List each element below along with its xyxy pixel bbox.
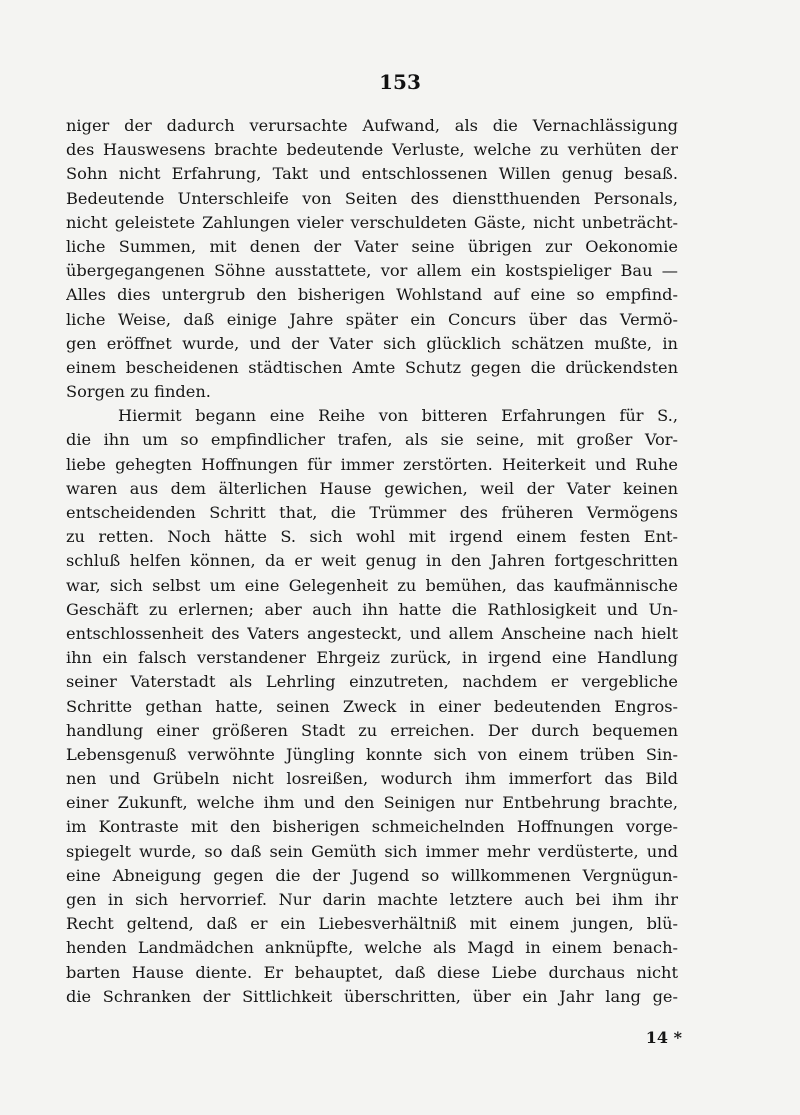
paragraph-end-line: Sorgen zu finden. [66, 382, 211, 402]
text-line: Geschäft zu erlernen; aber auch ihn hatte die Rathlosigkeit und Un- [66, 599, 678, 619]
text-line: Lebensgenuß verwöhnte Jüngling konnte sich von einem trüben Sin- [66, 744, 678, 764]
text-line: entschlossenheit des Vaters angesteckt, und allem Anscheine nach hielt [66, 623, 678, 643]
text-line: übergegangenen Söhne ausstattete, vor allem ein kostspieliger Bau — [66, 261, 678, 281]
text-line: nen und Grübeln nicht losreißen, wodurch ihm immerfort das Bild [66, 769, 678, 789]
text-line: liche Summen, mit denen der Vater seine übrigen zur Oekonomie [66, 236, 678, 256]
text-line: liebe gehegten Hoffnungen für immer zerstörten. Heiterkeit und Ruhe [66, 454, 678, 474]
text-line: zu retten. Noch hätte S. sich wohl mit irgend einem festen Ent- [66, 527, 678, 547]
text-line: schluß helfen können, da er weit genug in den Jahren fortgeschritten [66, 551, 678, 571]
text-line: die Schranken der Sittlichkeit überschritten, über ein Jahr lang ge- [66, 986, 678, 1006]
text-line: Sohn nicht Erfahrung, Takt und entschlossenen Willen genug besaß. [66, 164, 678, 184]
text-line: spiegelt wurde, so daß sein Gemüth sich immer mehr verdüsterte, und [66, 841, 678, 861]
text-line: des Hauswesens brachte bedeutende Verluste, welche zu verhüten der [66, 140, 678, 160]
text-line: ihn ein falsch verstandener Ehrgeiz zurück, in irgend eine Handlung [66, 648, 678, 668]
text-line: Bedeutende Unterschleife von Seiten des dienstthuenden Personals, [66, 188, 678, 208]
text-line: niger der dadurch verursachte Aufwand, als die Vernachlässigung [66, 116, 678, 135]
text-line: im Kontraste mit den bisherigen schmeichelnden Hoffnungen vorge- [66, 817, 678, 837]
text-line: einer Zukunft, welche ihm und den Seinigen nur Entbehrung brachte, [66, 793, 678, 813]
text-line: nicht geleistete Zahlungen vieler verschuldeten Gäste, nicht unbeträcht- [66, 212, 678, 232]
body-text [66, 114, 678, 1009]
text-line: entscheidenden Schritt that, die Trümmer des früheren Vermögens [66, 503, 678, 522]
text-line: Alles dies untergrub den bisherigen Wohlstand auf eine so empfind- [66, 285, 678, 305]
text-line: barten Hause diente. Er behauptet, daß diese Liebe durchaus nicht [66, 962, 678, 982]
text-line: waren aus dem älterlichen Hause gewichen, weil der Vater keinen [66, 478, 678, 498]
signature-mark: 14 * [645, 1028, 682, 1047]
text-line: Schritte gethan hatte, seinen Zweck in einer bedeutenden Engros- [66, 696, 678, 716]
paragraph-start-line: Hiermit begann eine Reihe von bitteren Erfahrungen für S., [118, 406, 678, 426]
page-number: 153 [379, 70, 421, 94]
text-line: henden Landmädchen anknüpfte, welche als Magd in einem benach- [66, 938, 678, 958]
text-line: gen in sich hervorrief. Nur darin machte letztere auch bei ihm ihr [66, 890, 678, 909]
text-line: eine Abneigung gegen die der Jugend so willkommenen Vergnügun- [66, 865, 678, 885]
text-line: war, sich selbst um eine Gelegenheit zu bemühen, das kaufmännische [66, 575, 678, 595]
text-line: einem bescheidenen städtischen Amte Schutz gegen die drückendsten [66, 357, 678, 377]
text-line: Recht geltend, daß er ein Liebesverhältniß mit einem jungen, blü- [66, 914, 678, 934]
text-line: handlung einer größeren Stadt zu erreichen. Der durch bequemen [66, 720, 678, 740]
text-line: liche Weise, daß einige Jahre später ein Concurs über das Vermö- [66, 309, 678, 329]
text-line: seiner Vaterstadt als Lehrling einzutreten, nachdem er vergebliche [66, 672, 678, 692]
text-line: die ihn um so empfindlicher trafen, als sie seine, mit großer Vor- [66, 430, 678, 450]
text-line: gen eröffnet wurde, und der Vater sich glücklich schätzen mußte, in [66, 333, 678, 353]
